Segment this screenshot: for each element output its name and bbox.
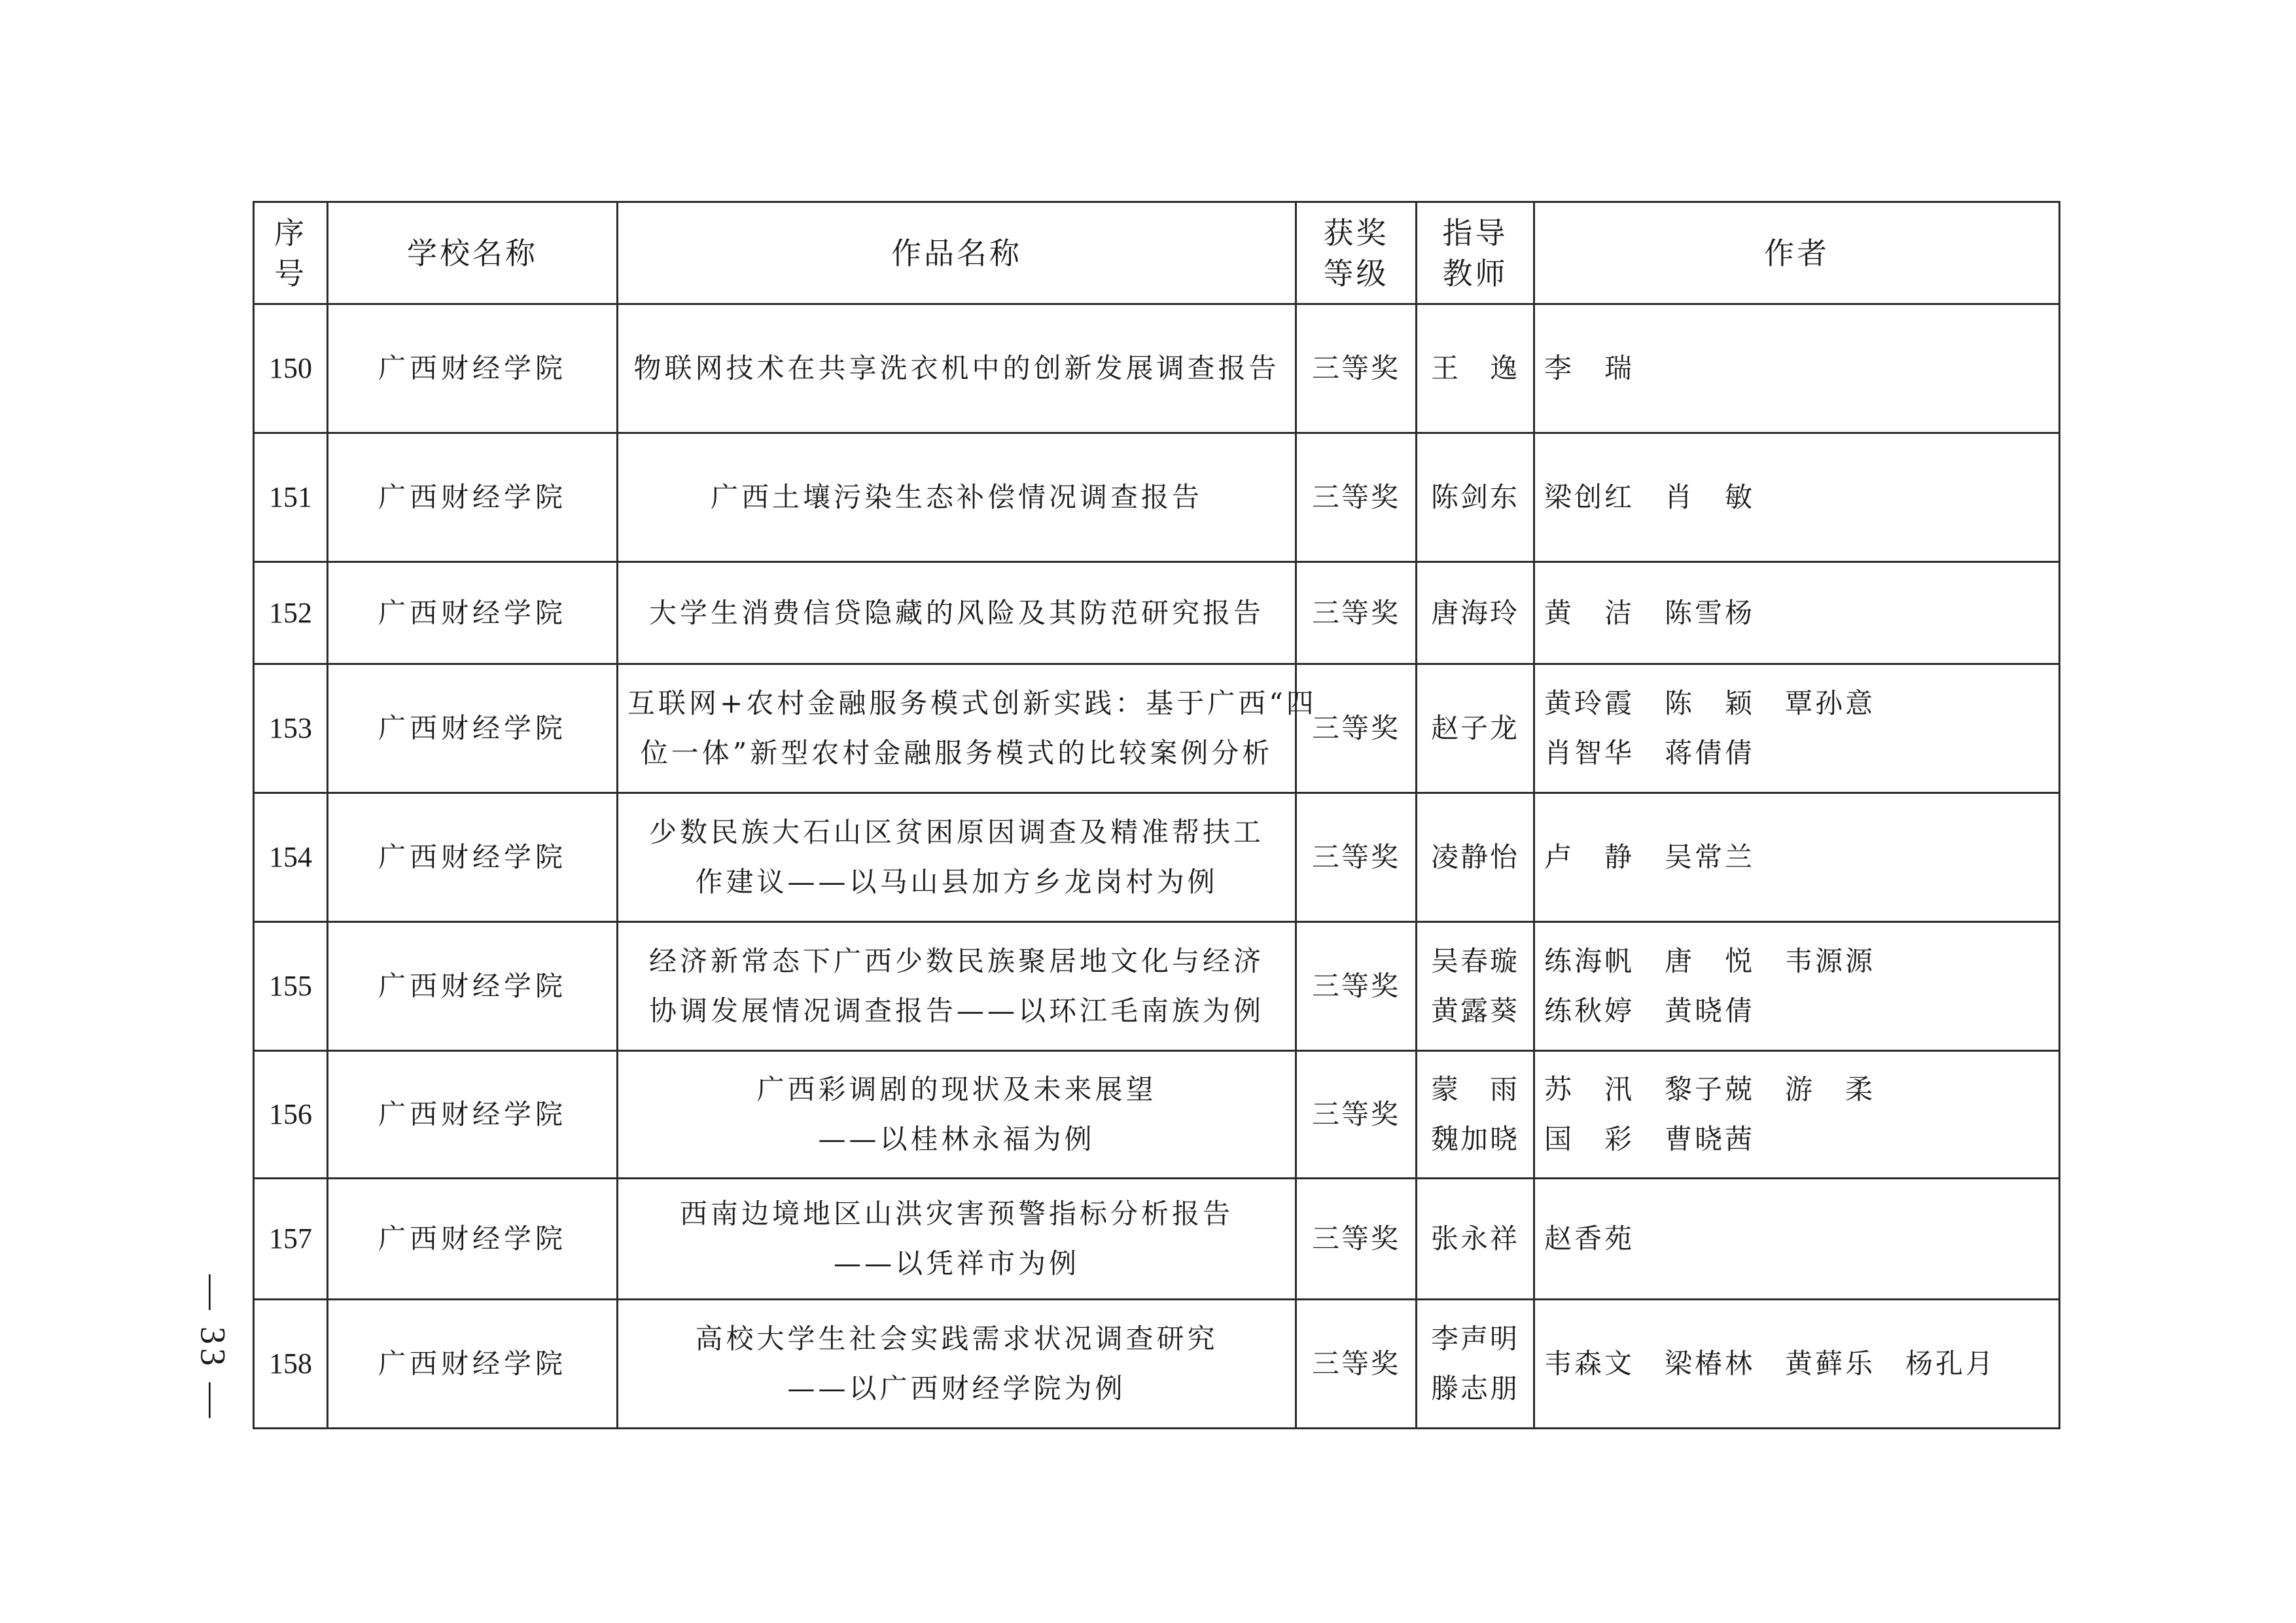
cell-level: 三等奖 bbox=[1296, 304, 1417, 433]
table-row bbox=[254, 562, 2060, 664]
table-header-row bbox=[254, 202, 2060, 304]
header-teacher-line: 指导 bbox=[1442, 215, 1508, 251]
cell-school: 广西财经学院 bbox=[328, 1179, 618, 1300]
work-title-line: ——以广西财经学院为例 bbox=[787, 1372, 1126, 1404]
cell-authors bbox=[1534, 1300, 2060, 1429]
cell-school: 广西财经学院 bbox=[328, 433, 618, 562]
cell-level: 三等奖 bbox=[1296, 1051, 1417, 1179]
cell-no: 151 bbox=[254, 433, 328, 562]
author-names-line: 苏 汛 黎子兢 游 柔 bbox=[1544, 1073, 1876, 1105]
author-names-line: 练海帆 唐 悦 韦源源 bbox=[1544, 945, 1876, 977]
work-title-line: 位一体”新型农村金融服务模式的比较案例分析 bbox=[640, 737, 1273, 769]
header-teacher bbox=[1417, 202, 1534, 304]
cell-teacher bbox=[1417, 304, 1534, 433]
teacher-name-line: 魏加晓 bbox=[1430, 1123, 1519, 1155]
teacher-name-line: 李声明 bbox=[1430, 1323, 1519, 1355]
header-teacher-line: 教师 bbox=[1442, 255, 1508, 291]
teacher-name-line: 蒙 雨 bbox=[1430, 1073, 1519, 1105]
cell-no: 152 bbox=[254, 562, 328, 664]
table-row bbox=[254, 664, 2060, 793]
work-title-line: 高校大学生社会实践需求状况调查研究 bbox=[695, 1323, 1218, 1355]
header-level-line: 获奖 bbox=[1323, 215, 1389, 251]
cell-school: 广西财经学院 bbox=[328, 793, 618, 922]
cell-work bbox=[618, 562, 1296, 664]
teacher-name-line: 黄露葵 bbox=[1430, 995, 1519, 1027]
teacher-name-line: 凌静怡 bbox=[1430, 841, 1519, 873]
cell-no: 157 bbox=[254, 1179, 328, 1300]
cell-authors bbox=[1534, 793, 2060, 922]
cell-authors bbox=[1534, 433, 2060, 562]
cell-work bbox=[618, 304, 1296, 433]
teacher-name-line: 王 逸 bbox=[1430, 352, 1519, 384]
cell-teacher bbox=[1417, 1051, 1534, 1179]
cell-level: 三等奖 bbox=[1296, 433, 1417, 562]
work-title-line: 作建议——以马山县加方乡龙岗村为例 bbox=[695, 866, 1218, 898]
teacher-name-line: 唐海玲 bbox=[1430, 596, 1519, 629]
author-names-line: 李 瑞 bbox=[1544, 352, 1635, 384]
author-names-line: 黄 洁 陈雪杨 bbox=[1544, 596, 1756, 629]
cell-school: 广西财经学院 bbox=[328, 664, 618, 793]
work-title-line: 广西土壤污染生态补偿情况调查报告 bbox=[710, 481, 1203, 513]
work-title-line: 少数民族大石山区贫困原因调查及精准帮扶工 bbox=[648, 816, 1264, 848]
table-row bbox=[254, 922, 2060, 1051]
author-names-line: 练秋婷 黄晓倩 bbox=[1544, 995, 1756, 1027]
cell-no: 158 bbox=[254, 1300, 328, 1429]
cell-school: 广西财经学院 bbox=[328, 562, 618, 664]
cell-teacher bbox=[1417, 562, 1534, 664]
cell-school: 广西财经学院 bbox=[328, 304, 618, 433]
cell-teacher bbox=[1417, 433, 1534, 562]
work-title-line: 经济新常态下广西少数民族聚居地文化与经济 bbox=[648, 945, 1264, 977]
cell-authors bbox=[1534, 1179, 2060, 1300]
cell-teacher bbox=[1417, 664, 1534, 793]
header-no-line: 号 bbox=[274, 255, 307, 291]
cell-authors bbox=[1534, 562, 2060, 664]
cell-level: 三等奖 bbox=[1296, 562, 1417, 664]
author-names-line: 肖智华 蒋倩倩 bbox=[1544, 737, 1756, 769]
cell-school: 广西财经学院 bbox=[328, 1051, 618, 1179]
work-title-line: ——以凭祥市为例 bbox=[833, 1247, 1080, 1279]
table-row bbox=[254, 1051, 2060, 1179]
page-number bbox=[167, 1270, 258, 1427]
author-names-line: 国 彩 曹晓茜 bbox=[1544, 1123, 1756, 1155]
cell-teacher bbox=[1417, 1300, 1534, 1429]
author-names-line: 卢 静 吴常兰 bbox=[1544, 841, 1756, 873]
table-row bbox=[254, 433, 2060, 562]
cell-teacher bbox=[1417, 793, 1534, 922]
header-no bbox=[254, 202, 328, 304]
cell-no: 156 bbox=[254, 1051, 328, 1179]
cell-school: 广西财经学院 bbox=[328, 922, 618, 1051]
work-title-line: ——以桂林永福为例 bbox=[818, 1123, 1095, 1155]
header-level bbox=[1296, 202, 1417, 304]
cell-work bbox=[618, 793, 1296, 922]
table-row bbox=[254, 304, 2060, 433]
page-number-text: — 33 — bbox=[193, 1274, 232, 1422]
header-level-line: 等级 bbox=[1323, 255, 1389, 291]
header-school: 学校名称 bbox=[328, 202, 618, 304]
cell-level: 三等奖 bbox=[1296, 1300, 1417, 1429]
cell-teacher bbox=[1417, 922, 1534, 1051]
header-no-line: 序 bbox=[274, 215, 307, 251]
teacher-name-line: 吴春璇 bbox=[1430, 945, 1519, 977]
cell-level: 三等奖 bbox=[1296, 664, 1417, 793]
header-authors: 作者 bbox=[1534, 202, 2060, 304]
work-title-line: 大学生消费信贷隐藏的风险及其防范研究报告 bbox=[648, 596, 1264, 629]
author-names-line: 赵香苑 bbox=[1544, 1222, 1635, 1255]
work-title-line: 互联网+农村金融服务模式创新实践：基于广西“四 bbox=[627, 687, 1317, 719]
cell-work bbox=[618, 1179, 1296, 1300]
work-title-line: 西南边境地区山洪灾害预警指标分析报告 bbox=[679, 1198, 1233, 1230]
cell-no: 150 bbox=[254, 304, 328, 433]
table-row bbox=[254, 1179, 2060, 1300]
cell-authors bbox=[1534, 1051, 2060, 1179]
work-title-line: 物联网技术在共享洗衣机中的创新发展调查报告 bbox=[633, 352, 1280, 384]
cell-authors bbox=[1534, 922, 2060, 1051]
cell-work bbox=[618, 1300, 1296, 1429]
cell-level: 三等奖 bbox=[1296, 793, 1417, 922]
table-row bbox=[254, 793, 2060, 922]
cell-work bbox=[618, 433, 1296, 562]
cell-level: 三等奖 bbox=[1296, 922, 1417, 1051]
cell-authors bbox=[1534, 304, 2060, 433]
cell-work bbox=[618, 1051, 1296, 1179]
cell-no: 155 bbox=[254, 922, 328, 1051]
table-body bbox=[254, 304, 2060, 1429]
work-title-line: 广西彩调剧的现状及未来展望 bbox=[756, 1073, 1157, 1105]
cell-level: 三等奖 bbox=[1296, 1179, 1417, 1300]
cell-no: 153 bbox=[254, 664, 328, 793]
author-names-line: 梁创红 肖 敏 bbox=[1544, 481, 1756, 513]
author-names-line: 韦森文 梁椿林 黄藓乐 杨孔月 bbox=[1544, 1347, 1996, 1380]
header-work: 作品名称 bbox=[618, 202, 1296, 304]
teacher-name-line: 张永祥 bbox=[1430, 1222, 1519, 1255]
cell-teacher bbox=[1417, 1179, 1534, 1300]
cell-school: 广西财经学院 bbox=[328, 1300, 618, 1429]
author-names-line: 黄玲霞 陈 颖 覃孙意 bbox=[1544, 687, 1876, 719]
teacher-name-line: 赵子龙 bbox=[1430, 712, 1519, 744]
teacher-name-line: 滕志朋 bbox=[1430, 1372, 1519, 1404]
award-table bbox=[253, 201, 2060, 1429]
cell-work bbox=[618, 922, 1296, 1051]
cell-work bbox=[618, 664, 1317, 793]
work-title-line: 协调发展情况调查报告——以环江毛南族为例 bbox=[648, 995, 1264, 1027]
teacher-name-line: 陈剑东 bbox=[1430, 481, 1519, 513]
cell-no: 154 bbox=[254, 793, 328, 922]
table-row bbox=[254, 1300, 2060, 1429]
cell-authors bbox=[1534, 664, 2060, 793]
